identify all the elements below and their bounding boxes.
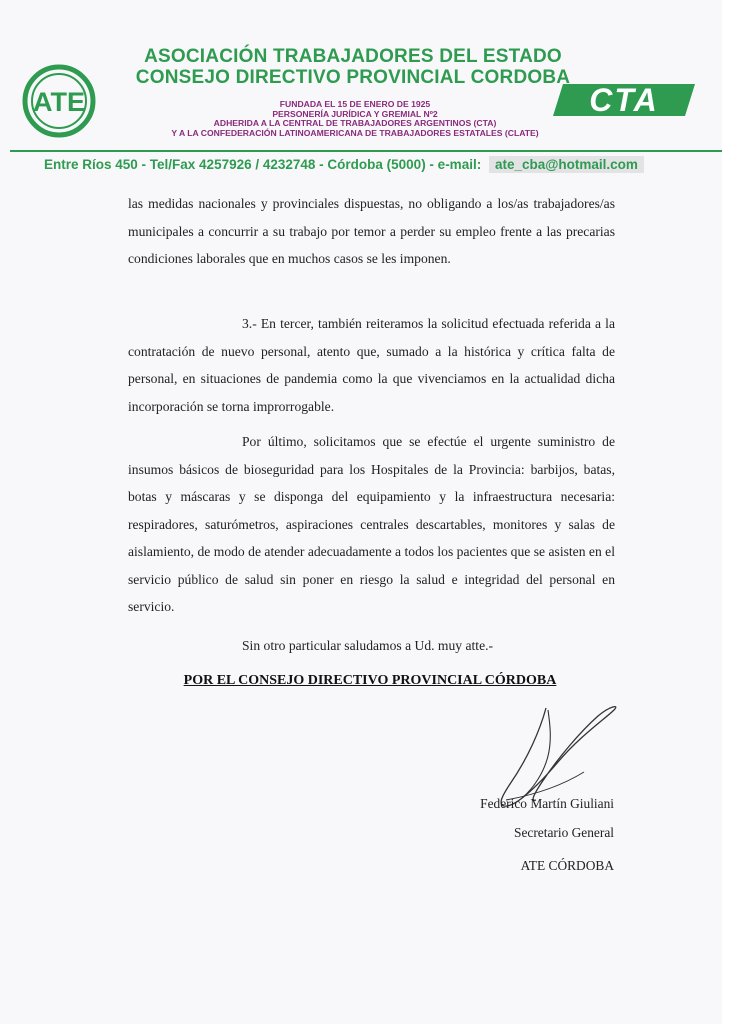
cta-affiliation-line: ADHERIDA A LA CENTRAL DE TRABAJADORES ARGENTINOS (CTA) bbox=[213, 118, 497, 128]
cta-logo-text: CTA bbox=[589, 82, 659, 118]
org-title-line1: ASOCIACIÓN TRABAJADORES DEL ESTADO bbox=[144, 46, 562, 67]
cta-logo bbox=[553, 82, 695, 118]
contact-line bbox=[44, 154, 720, 178]
signatory-name: Federico Martín Giuliani bbox=[480, 796, 614, 811]
contact-address: Entre Ríos 450 - Tel/Fax 4257926 / 4232748 - Córdoba (5000) - e-mail: bbox=[44, 157, 482, 172]
org-title-line2: CONSEJO DIRECTIVO PROVINCIAL CORDOBA bbox=[135, 67, 571, 88]
organization-title bbox=[118, 46, 588, 88]
legal-status-line: PERSONERÍA JURÍDICA Y GREMIAL Nº2 bbox=[272, 108, 438, 119]
page-margin bbox=[722, 0, 743, 1024]
signatory-organization: ATE CÓRDOBA bbox=[520, 858, 614, 873]
ate-logo-text: ATE bbox=[33, 87, 85, 117]
header-divider bbox=[10, 150, 722, 152]
paragraph-1: las medidas nacionales y provinciales dispuestas, no obligando a los/as trabajadores/as municipales a concurrir a su trabajo por temor a perder su empleo frente a las precarias condiciones laborales que en muchos casos se les imponen. bbox=[128, 196, 615, 266]
signatory-role: Secretario General bbox=[514, 825, 614, 840]
founded-line: FUNDADA EL 15 DE ENERO DE 1925 bbox=[279, 99, 431, 109]
paragraph-3: Por último, solicitamos que se efectúe el urgente suministro de insumos básicos de bioseguridad para los Hospitales de la Provincia: barbijos, batas, botas y máscaras y se disponga del equipamiento y la infraestructura necesaria: respiradores, saturómetros, aspiraciones centrales descartables, monitores y salas de aislamiento, de modo de atender adecuadamente a todos los pacientes que se asisten en el servicio público de salud sin poner en riesgo la salud e integridad del personal en servicio. bbox=[128, 434, 615, 614]
ate-logo bbox=[22, 64, 96, 138]
organization-subtitle bbox=[100, 100, 610, 138]
council-heading: POR EL CONSEJO DIRECTIVO PROVINCIAL CÓRDOBA bbox=[183, 673, 557, 688]
contact-email: ate_cba@hotmail.com bbox=[489, 156, 644, 173]
closing-salutation: Sin otro particular saludamos a Ud. muy atte.- bbox=[242, 638, 494, 653]
paragraph-2: 3.- En tercer, también reiteramos la solicitud efectuada referida a la contratación de nuevo personal, atento que, sumado a la histórica y crítica falta de personal, en situaciones de pandemia como la que vivenciamos en la actualidad dicha incorporación se torna improrrogable. bbox=[128, 316, 615, 414]
clate-affiliation-line: Y A LA CONFEDERACIÓN LATINOAMERICANA DE TRABAJADORES ESTATALES (CLATE) bbox=[171, 127, 539, 138]
